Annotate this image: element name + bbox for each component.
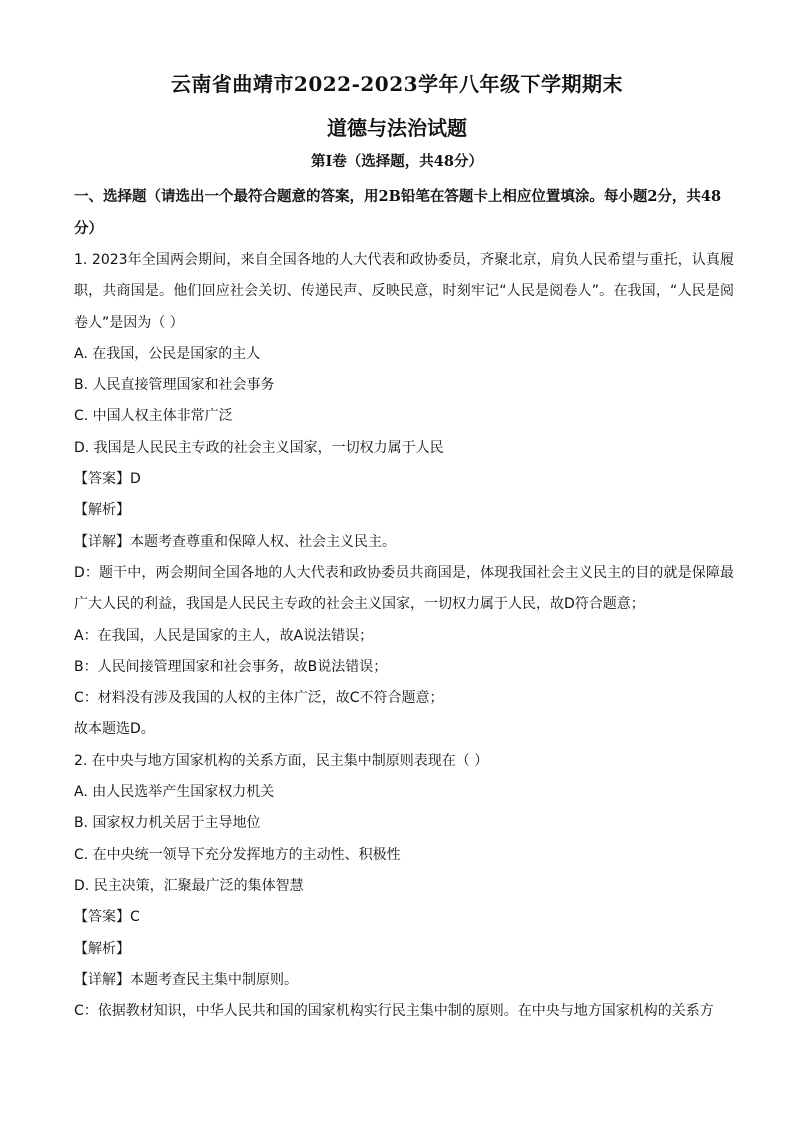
question-1-explanation-c: C：材料没有涉及我国的人权的主体广泛，故C不符合题意；: [74, 690, 444, 707]
question-2-detail: 【详解】本题考查民主集中制原则。: [74, 971, 298, 988]
question-2-option-b: B. 国家权力机关居于主导地位: [74, 815, 261, 832]
question-1-option-c: C. 中国人权主体非常广泛: [74, 408, 233, 425]
question-1-analysis-label: 【解析】: [74, 502, 130, 519]
question-1-option-b: B. 人民直接管理国家和社会事务: [74, 377, 275, 394]
question-2-explanation: C：依据教材知识，中华人民共和国的国家机构实行民主集中制的原则。在中央与地方国家机构的关系方: [74, 1003, 714, 1020]
document-body: [74, 181, 734, 1027]
question-1-explanation-a: A：在我国，人民是国家的主人，故A说法错误；: [74, 627, 374, 644]
question-1-option-d: D. 我国是人民民主专政的社会主义国家，一切权力属于人民: [74, 439, 444, 456]
section-heading: 一、选择题（请选出一个最符合题意的答案，用2B铅笔在答题卡上相应位置填涂。每小题2分，共48分）: [74, 188, 722, 237]
question-1-explanation-b: B：人民间接管理国家和社会事务，故B说法错误；: [74, 658, 388, 675]
question-1-conclusion: 故本题选D。: [74, 721, 155, 738]
document-subtitle: 道德与法治试题: [327, 116, 467, 140]
question-1-explanation-d: D：题干中，两会期间全国各地的人大代表和政协委员共商国是，体现我国社会主义民主的目的就是保障最广大人民的利益，我国是人民民主专政的社会主义国家，一切权力属于人民，故D符合题意；: [74, 564, 734, 613]
question-2-option-d: D. 民主决策，汇聚最广泛的集体智慧: [74, 877, 304, 894]
question-1-option-a: A. 在我国，公民是国家的主人: [74, 345, 261, 362]
document-title: 云南省曲靖市2022-2023学年八年级下学期期末: [170, 72, 624, 96]
question-1-stem: 1. 2023年全国两会期间，来自全国各地的人大代表和政协委员，齐聚北京，肩负人民希望与重托，认真履职，共商国是。他们回应社会关切、传递民声、反映民意，时刻牢记“人民是阅卷人”。在我国，“人民是阅卷人”是因为（ ）: [74, 252, 734, 331]
question-2-answer: 【答案】C: [74, 909, 140, 926]
question-1-answer: 【答案】D: [74, 471, 141, 488]
question-1-detail: 【详解】本题考查尊重和保障人权、社会主义民主。: [74, 533, 396, 550]
question-2-stem: 2. 在中央与地方国家机构的关系方面，民主集中制原则表现在（ ）: [74, 752, 489, 769]
question-2-option-c: C. 在中央统一领导下充分发挥地方的主动性、积极性: [74, 846, 401, 863]
question-2-analysis-label: 【解析】: [74, 940, 130, 957]
question-2-option-a: A. 由人民选举产生国家权力机关: [74, 784, 275, 801]
part-heading: 第I卷（选择题，共48分）: [311, 153, 483, 170]
